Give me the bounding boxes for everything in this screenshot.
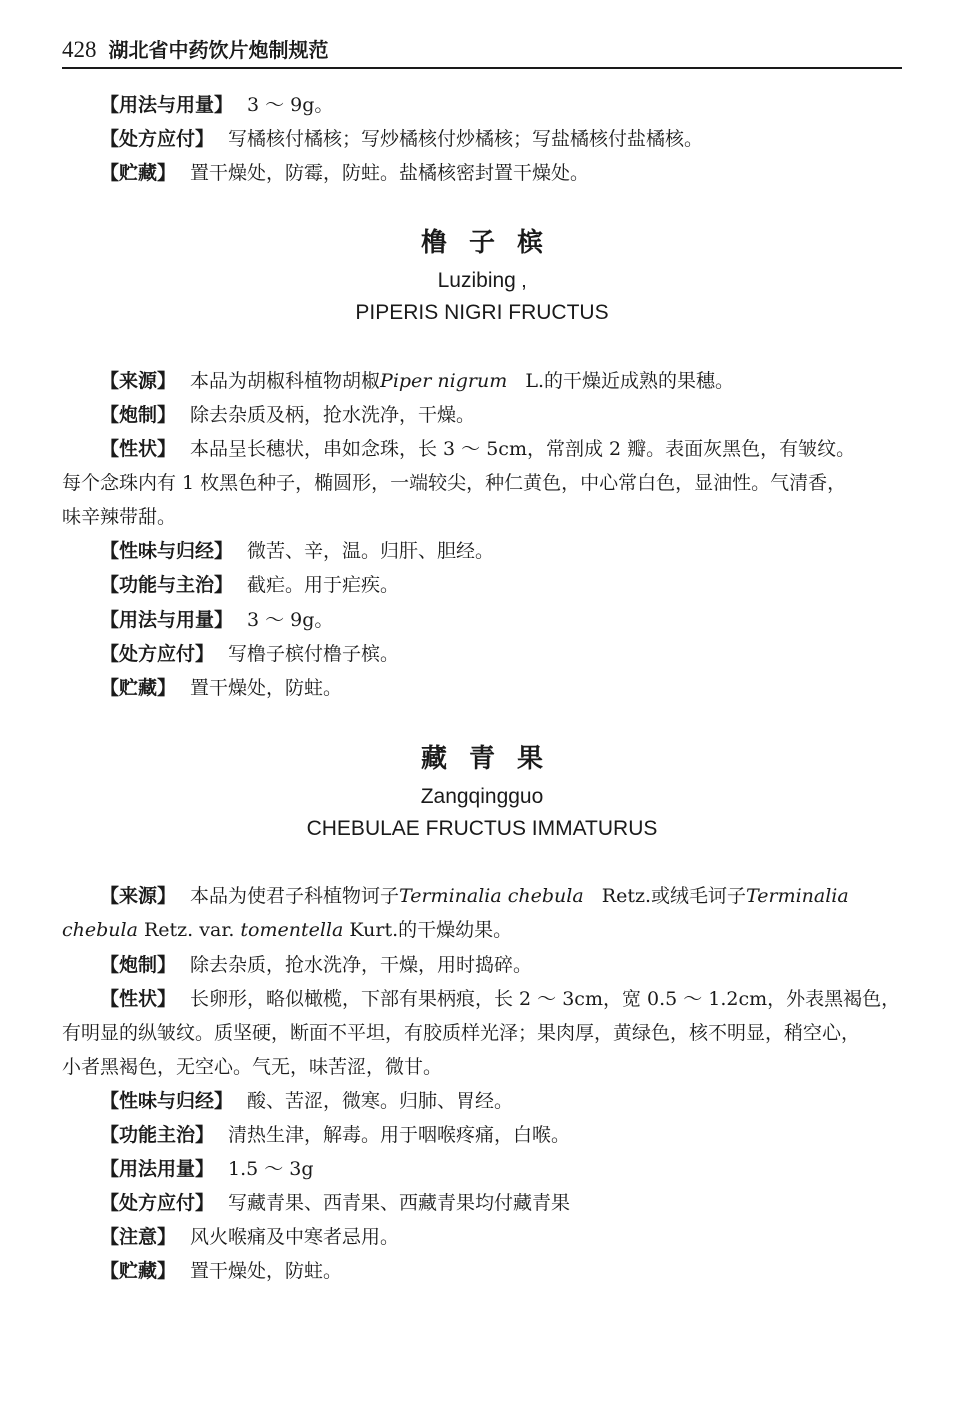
usage-dosage-section <box>100 605 902 635</box>
entry-latin-name: PIPERIS NIGRI FRUCTUS <box>355 301 609 324</box>
section-text: 除去杂质，抢水洗净，干燥，用时捣碎。 <box>190 954 533 976</box>
source-continued <box>62 915 902 945</box>
section-label: 【来源】 <box>100 370 177 392</box>
section-text: 1.5 ～ 3g <box>228 1158 314 1180</box>
entry-pinyin: Zangqingguo <box>420 785 544 808</box>
source-section <box>100 366 902 396</box>
section-text: 置干燥处，防蛀。 <box>190 677 343 699</box>
section-label: 【性味与归经】 <box>100 540 234 562</box>
section-text: 3 ～ 9g。 <box>247 94 334 116</box>
scientific-name: chebula <box>62 919 138 941</box>
section-label: 【用法用量】 <box>100 1158 215 1180</box>
caution-section <box>100 1222 902 1252</box>
section-text: 除去杂质及柄，抢水洗净，干燥。 <box>190 404 476 426</box>
section-label: 【炮制】 <box>100 404 177 426</box>
section-text: 截疟。用于疟疾。 <box>247 574 400 596</box>
section-text: Kurt.的干燥幼果。 <box>349 919 513 941</box>
entry-latin-name: CHEBULAE FRUCTUS IMMATURUS <box>306 817 658 840</box>
page-header <box>62 34 902 64</box>
section-label: 【功能主治】 <box>100 1124 215 1146</box>
section-text: 写橹子槟付橹子槟。 <box>228 643 400 665</box>
section-text: Retz.或绒毛诃子 <box>601 885 747 907</box>
section-label: 【用法与用量】 <box>100 94 234 116</box>
prev-usage-dosage <box>100 90 902 120</box>
entry-pinyin: Luzibing ‚ <box>437 269 527 292</box>
prescription-section <box>100 639 902 669</box>
scientific-name: Terminalia chebula <box>399 885 584 907</box>
section-label: 【性状】 <box>100 438 177 460</box>
section-text: 本品呈长穗状，串如念珠，长 3 ～ 5cm，常剖成 2 瓣。表面灰黑色，有皱纹。 <box>190 438 856 460</box>
page-number: 428 <box>62 37 97 62</box>
section-label: 【贮藏】 <box>100 1260 177 1282</box>
nature-section <box>100 536 902 566</box>
entry-title: 橹子槟 <box>420 228 565 258</box>
section-label: 【来源】 <box>100 885 177 907</box>
header-rule <box>62 67 902 69</box>
section-label: 【性状】 <box>100 988 177 1010</box>
description-continued: 每个念珠内有 1 枚黑色种子，椭圆形，一端较尖，种仁黄色，中心常白色，显油性。气清香， <box>62 472 847 494</box>
description-section <box>100 984 902 1014</box>
section-label: 【炮制】 <box>100 954 177 976</box>
section-text: Retz. var. <box>143 919 235 941</box>
section-text: 3 ～ 9g。 <box>247 609 334 631</box>
prev-storage <box>100 158 902 188</box>
source-section <box>100 881 902 911</box>
section-text: 写藏青果、西青果、西藏青果均付藏青果 <box>228 1192 571 1214</box>
description-continued: 有明显的纵皱纹。质坚硬，断面不平坦，有胶质样光泽；果肉厚，黄绿色，核不明显，稍空心， <box>62 1022 861 1044</box>
section-text: 酸、苦涩，微寒。归肺、胃经。 <box>247 1090 514 1112</box>
processing-section <box>100 950 902 980</box>
function-section <box>100 1120 902 1150</box>
prescription-section <box>100 1188 902 1218</box>
usage-dosage-section <box>100 1154 902 1184</box>
scientific-name: tomentella <box>240 919 344 941</box>
section-label: 【贮藏】 <box>100 162 177 184</box>
book-title: 湖北省中药饮片炮制规范 <box>108 38 329 62</box>
description-continued: 味辛辣带甜。 <box>62 506 177 528</box>
section-label: 【性味与归经】 <box>100 1090 234 1112</box>
section-label: 【处方应付】 <box>100 643 215 665</box>
section-label: 【贮藏】 <box>100 677 177 699</box>
scientific-name: Piper nigrum <box>380 370 508 392</box>
nature-section <box>100 1086 902 1116</box>
function-section <box>100 570 902 600</box>
storage-section <box>100 1256 902 1286</box>
storage-section <box>100 673 902 703</box>
section-text: 写橘核付橘核；写炒橘核付炒橘核；写盐橘核付盐橘核。 <box>228 128 704 150</box>
section-label: 【处方应付】 <box>100 128 215 150</box>
section-text: 清热生津，解毒。用于咽喉疼痛，白喉。 <box>228 1124 571 1146</box>
section-label: 【功能与主治】 <box>100 574 234 596</box>
scientific-name: Terminalia <box>746 885 849 907</box>
prev-prescription <box>100 124 902 154</box>
section-text: 微苦、辛，温。归肝、胆经。 <box>247 540 495 562</box>
description-section <box>100 434 902 464</box>
section-text: 置干燥处，防蛀。 <box>190 1260 343 1282</box>
section-label: 【注意】 <box>100 1226 177 1248</box>
processing-section <box>100 400 902 430</box>
section-text: 本品为胡椒科植物胡椒 <box>190 370 381 392</box>
entry-title: 藏青果 <box>420 744 565 774</box>
section-text: 长卵形，略似橄榄，下部有果柄痕，长 2 ～ 3cm，宽 0.5 ～ 1.2cm，外表黑褐色， <box>190 988 901 1010</box>
section-text: 本品为使君子科植物诃子 <box>190 885 400 907</box>
section-text: 风火喉痛及中寒者忌用。 <box>190 1226 400 1248</box>
section-text: L.的干燥近成熟的果穗。 <box>525 370 735 392</box>
section-label: 【处方应付】 <box>100 1192 215 1214</box>
section-text: 置干燥处，防霉，防蛀。盐橘核密封置干燥处。 <box>190 162 590 184</box>
section-label: 【用法与用量】 <box>100 609 234 631</box>
description-continued: 小者黑褐色，无空心。气无，味苦涩，微甘。 <box>62 1056 443 1078</box>
